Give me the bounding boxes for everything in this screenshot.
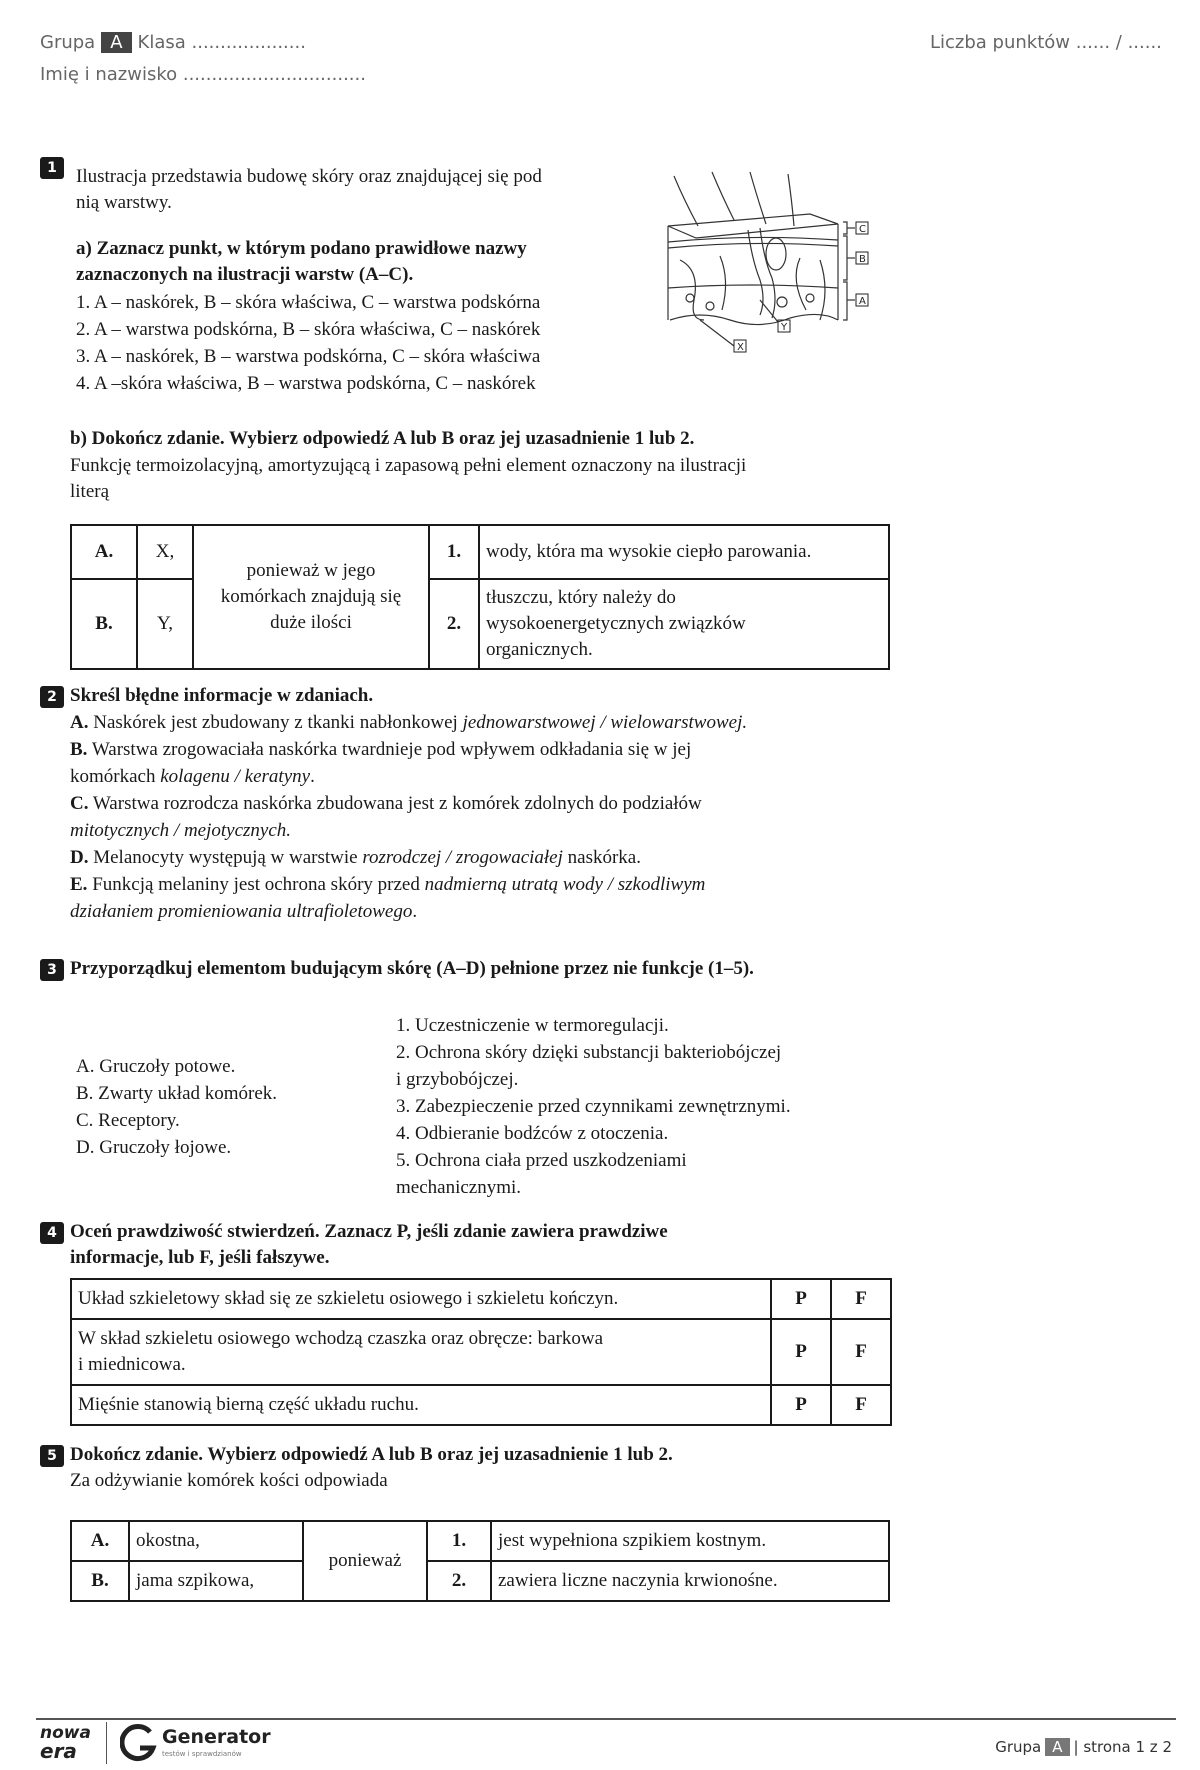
task4-f-option[interactable]: F <box>831 1385 891 1425</box>
task1a-option-3[interactable]: 3. A – naskórek, B – warstwa podskórna, C – skóra właściwa <box>76 346 541 367</box>
task1b-text-1: Funkcję termoizolacyjną, amortyzującą i zapasową pełni element oznaczony na ilustracji <box>70 455 747 476</box>
logo-separator <box>106 1722 107 1764</box>
generator-logo-subtitle: testów i sprawdzianów <box>162 1750 242 1758</box>
generator-logo-text: Generator <box>162 1726 271 1748</box>
t5-num-1[interactable]: 1. <box>427 1521 491 1561</box>
t1-num-1[interactable]: 1. <box>429 525 479 579</box>
footer-page-number: | strona 1 z 2 <box>1073 1738 1172 1756</box>
task4-title-1: Oceń prawdziwość stwierdzeń. Zaznacz P, jeśli zdanie zawiera prawdziwe <box>70 1221 668 1242</box>
footer-group-badge: A <box>1045 1738 1069 1756</box>
t1-value-a: X, <box>137 525 193 579</box>
task3-right-3: 3. Zabezpieczenie przed czynnikami zewnętrznymi. <box>396 1096 791 1117</box>
header-group-line <box>40 32 306 53</box>
task1a-option-1[interactable]: 1. A – naskórek, B – skóra właściwa, C – warstwa podskórna <box>76 292 541 313</box>
t5-reason-2: zawiera liczne naczynia krwionośne. <box>491 1561 889 1601</box>
task2-title: Skreśl błędne informacje w zdaniach. <box>70 685 374 706</box>
t1-letter-b[interactable]: B. <box>71 579 137 669</box>
group-label: Grupa <box>40 32 96 53</box>
task1-intro-1: Ilustracja przedstawia budowę skóry oraz znajdującej się pod <box>76 166 542 187</box>
task4-row <box>71 1385 891 1425</box>
task3-right-5-cont: mechanicznymi. <box>396 1177 522 1198</box>
task3-left-b: B. Zwarty układ komórek. <box>76 1083 278 1104</box>
task2-e-cont[interactable]: działaniem promieniowania ultrafioletowego. <box>70 901 418 922</box>
skin-diagram <box>660 170 870 360</box>
task4-p-option[interactable]: P <box>771 1385 831 1425</box>
label-c: C <box>859 224 866 235</box>
name-field: Imię i nazwisko ................................ <box>40 64 366 85</box>
task1a-option-4[interactable]: 4. A –skóra właściwa, B – warstwa podskórna, C – naskórek <box>76 373 536 394</box>
task3-right-4: 4. Odbieranie bodźców z otoczenia. <box>396 1123 669 1144</box>
task2-c-cont[interactable]: mitotycznych / mejotycznych. <box>70 820 292 841</box>
task3-number: 3 <box>40 958 64 981</box>
task4-f-option[interactable]: F <box>831 1279 891 1319</box>
task4-statement: Mięśnie stanowią bierną część układu ruchu. <box>71 1385 771 1425</box>
t1-letter-a[interactable]: A. <box>71 525 137 579</box>
task3-title: Przyporządkuj elementom budującym skórę (A–D) pełnione przez nie funkcje (1–5). <box>70 958 754 979</box>
task5-subtitle: Za odżywianie komórek kości odpowiada <box>70 1470 388 1491</box>
task2-c[interactable]: C. Warstwa rozrodcza naskórka zbudowana jest z komórek zdolnych do podziałów <box>70 793 702 814</box>
t1-value-b: Y, <box>137 579 193 669</box>
task1b-text-2: literą <box>70 481 110 502</box>
task1a-title-1: a) Zaznacz punkt, w którym podano prawidłowe nazwy <box>76 238 527 259</box>
task4-row <box>71 1319 891 1385</box>
task1a-title-2: zaznaczonych na ilustracji warstw (A–C). <box>76 264 414 285</box>
task2-d[interactable]: D. Melanocyty występują w warstwie rozrodczej / zrogowaciałej naskórka. <box>70 847 641 868</box>
footer-group-label: Grupa <box>995 1738 1042 1756</box>
task5-number: 5 <box>40 1444 64 1467</box>
task4-number: 4 <box>40 1221 64 1244</box>
class-field: Klasa .................... <box>137 32 306 53</box>
points-field: Liczba punktów ...... / ...... <box>930 32 1162 53</box>
task2-b[interactable]: B. Warstwa zrogowaciała naskórka twardnieje pod wpływem odkładania się w jej <box>70 739 692 760</box>
task3-right-5: 5. Ochrona ciała przed uszkodzeniami <box>396 1150 687 1171</box>
label-y: Y <box>781 322 788 333</box>
t1-num-2[interactable]: 2. <box>429 579 479 669</box>
task4-table <box>70 1278 892 1426</box>
task2-b-cont[interactable]: komórkach kolagenu / keratyny. <box>70 766 315 787</box>
task3-right-2-cont: i grzybobójczej. <box>396 1069 519 1090</box>
t1-reason-2: tłuszczu, który należy do wysokoenergetycznych związków organicznych. <box>479 579 889 669</box>
task4-statement: Układ szkieletowy skład się ze szkieletu osiowego i szkieletu kończyn. <box>71 1279 771 1319</box>
t5-value-b: jama szpikowa, <box>129 1561 303 1601</box>
t5-letter-a[interactable]: A. <box>71 1521 129 1561</box>
task3-left-a: A. Gruczoły potowe. <box>76 1056 236 1077</box>
task4-f-option[interactable]: F <box>831 1319 891 1385</box>
t5-num-2[interactable]: 2. <box>427 1561 491 1601</box>
label-a: A <box>859 296 866 307</box>
generator-g-icon <box>120 1724 158 1764</box>
t1-reason-1: wody, która ma wysokie ciepło parowania. <box>479 525 889 579</box>
task4-title-2: informacje, lub F, jeśli fałszywe. <box>70 1247 330 1268</box>
group-badge: A <box>101 32 131 53</box>
task5-title: Dokończ zdanie. Wybierz odpowiedź A lub B oraz jej uzasadnienie 1 lub 2. <box>70 1444 673 1465</box>
nowa-era-logo: nowa era <box>40 1723 91 1763</box>
task1-intro-2: nią warstwy. <box>76 192 172 213</box>
t1-middle: ponieważ w jego komórkach znajdują się duże ilości <box>193 525 429 669</box>
footer-page-info <box>995 1738 1172 1756</box>
task3-left-c: C. Receptory. <box>76 1110 180 1131</box>
task4-p-option[interactable]: P <box>771 1319 831 1385</box>
task3-right-1: 1. Uczestniczenie w termoregulacji. <box>396 1015 669 1036</box>
task1a-option-2[interactable]: 2. A – warstwa podskórna, B – skóra właściwa, C – naskórek <box>76 319 541 340</box>
task2-a[interactable]: A. Naskórek jest zbudowany z tkanki nabłonkowej jednowarstwowej / wielowarstwowej. <box>70 712 748 733</box>
task3-right-2: 2. Ochrona skóry dzięki substancji bakteriobójczej <box>396 1042 782 1063</box>
footer-divider <box>36 1718 1176 1720</box>
task4-row <box>71 1279 891 1319</box>
task3-left-d: D. Gruczoły łojowe. <box>76 1137 232 1158</box>
t5-value-a: okostna, <box>129 1521 303 1561</box>
task2-e[interactable]: E. Funkcją melaniny jest ochrona skóry przed nadmierną utratą wody / szkodliwym <box>70 874 706 895</box>
task1b-table <box>70 524 890 670</box>
task4-p-option[interactable]: P <box>771 1279 831 1319</box>
label-x: X <box>737 342 744 353</box>
task2-number: 2 <box>40 685 64 708</box>
label-b: B <box>859 254 866 265</box>
t5-letter-b[interactable]: B. <box>71 1561 129 1601</box>
t5-reason-1: jest wypełniona szpikiem kostnym. <box>491 1521 889 1561</box>
task4-statement: W skład szkieletu osiowego wchodzą czaszka oraz obręcze: barkowa i miednicowa. <box>71 1319 771 1385</box>
task5-table <box>70 1520 890 1602</box>
t5-middle: ponieważ <box>303 1521 427 1601</box>
task1b-title: b) Dokończ zdanie. Wybierz odpowiedź A lub B oraz jej uzasadnienie 1 lub 2. <box>70 428 695 449</box>
task1-number: 1 <box>40 156 64 179</box>
